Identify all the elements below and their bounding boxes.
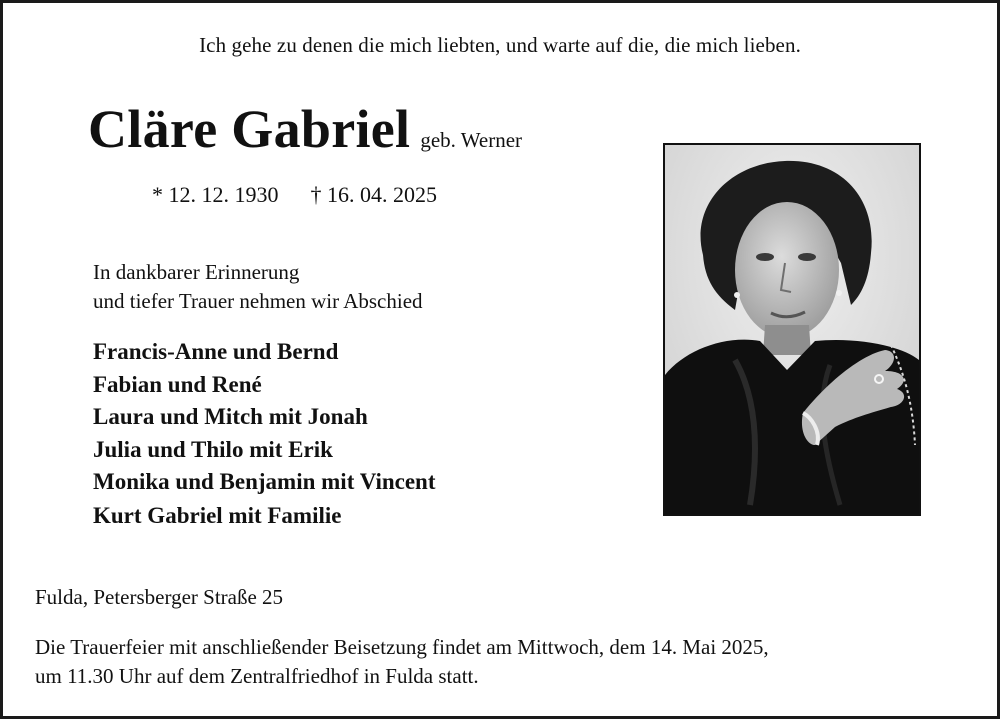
family-member: Francis-Anne und Bernd [93,339,339,364]
ceremony-line: um 11.30 Uhr auf dem Zentralfriedhof in Fulda statt. [35,664,479,688]
memory-line: In dankbarer Erinnerung [93,260,300,284]
address: Fulda, Petersberger Straße 25 [35,585,284,609]
maiden-name: geb. Werner [420,128,523,152]
family-member: Fabian und René [93,371,262,397]
family-member: Monika und Benjamin mit Vincent [93,469,436,494]
family-list [93,336,436,499]
portrait-photo [663,143,921,516]
memory-line: und tiefer Trauer nehmen wir Abschied [93,289,423,313]
ceremony-info [35,633,769,691]
memory-text [93,258,423,316]
ceremony-line: Die Trauerfeier mit anschließender Beisetzung findet am Mittwoch, dem 14. Mai 2025, [35,635,769,659]
life-dates [152,182,437,208]
portrait-illustration [665,145,919,514]
name-line [88,98,522,160]
family-member: Laura und Mitch mit Jonah [93,404,368,429]
family-member: Julia und Thilo mit Erik [93,436,333,462]
relative-family: Kurt Gabriel mit Familie [93,503,342,528]
death-date: † 16. 04. 2025 [310,182,437,207]
deceased-name: Cläre Gabriel [88,99,411,159]
motto-quote: Ich gehe zu denen die mich liebten, und warte auf die, die mich lieben. [199,33,801,57]
birth-date: * 12. 12. 1930 [152,182,279,207]
